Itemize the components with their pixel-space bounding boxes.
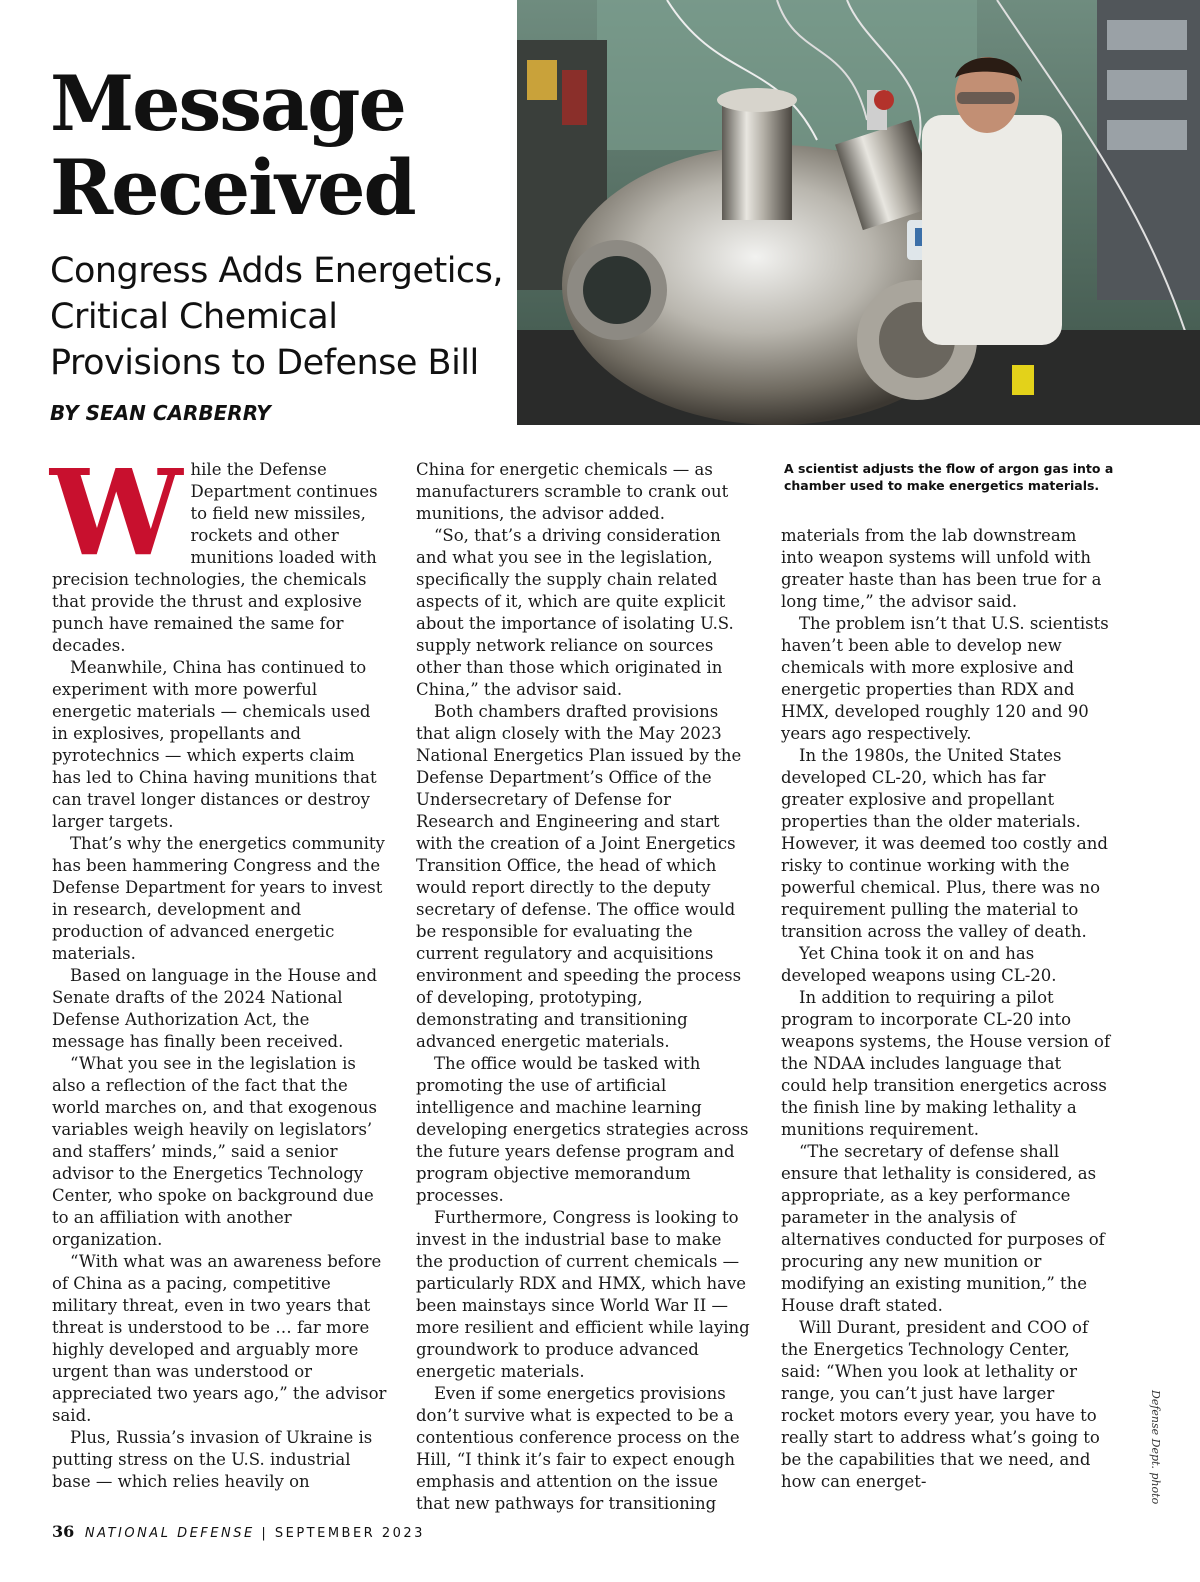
paragraph: materials from the lab downstream into weapon systems will unfold with greater haste than has been true for a long time,” the advisor said. <box>781 526 1102 611</box>
subheadline <box>50 248 510 436</box>
lab-photo <box>517 0 1200 425</box>
article-column-2 <box>416 459 751 1515</box>
paragraph: Furthermore, Congress is looking to invest in the industrial base to make the production of current chemicals — particularly RDX and HMX, which have been mainstays since World War II — more resilient and efficient while laying groundwork to produce advanced energetic materials. <box>416 1208 750 1381</box>
paragraph: Plus, Russia’s invasion of Ukraine is putting stress on the U.S. industrial base — which relies heavily on <box>52 1428 373 1491</box>
article-column-3 <box>781 525 1111 1493</box>
paragraph: That’s why the energetics community has been hammering Congress and the Defense Department for years to invest in research, development and production of advanced energetic materials. <box>52 834 385 963</box>
article-column-1 <box>50 443 387 1493</box>
paragraph: Both chambers drafted provisions that align closely with the May 2023 National Energetics Plan issued by the Defense Department’s Office of the Undersecretary of Defense for Research and Engineering and start with the creation of a Joint Energetics Transition Office, the head of which would report directly to the deputy secretary of defense. The office would be responsible for evaluating the current regulatory and acquisitions environment and speeding the process of developing, prototyping, demonstrating and transitioning advanced energetic materials. <box>416 702 742 1051</box>
byline: BY SEAN CARBERRY <box>50 401 271 425</box>
footer-separator: | <box>261 1526 269 1541</box>
magazine-name: NATIONAL DEFENSE <box>84 1526 255 1541</box>
paragraph: The problem isn’t that U.S. scientists haven’t been able to develop new chemicals with more explosive and energetic properties than RDX and HMX, developed roughly 120 and 90 years ago respectively. <box>781 614 1109 743</box>
paragraph-text: hile the Defense Department continues to field new missiles, rockets and other munitions loaded with precision technologies, the chemicals that provide the thrust and explosive punch have remained the same for decades. <box>52 460 378 655</box>
page-number: 36 <box>52 1522 75 1541</box>
paragraph: Will Durant, president and COO of the Energetics Technology Center, said: “When you look at lethality or range, you can’t just have larger rocket motors every year, you have to really start to address what’s going to be the capabilities that we need, and how can energet- <box>781 1318 1100 1491</box>
lab-photo-illustration <box>517 0 1200 425</box>
headline <box>50 59 520 232</box>
subhead-text: Congress Adds Energetics, Critical Chemical Provisions to Defense Bill <box>50 251 504 383</box>
paragraph: “What you see in the legislation is also a reflection of the fact that the world marches on, and that exogenous variables weigh heavily on legislators’ and staffers’ minds,” said a senior advisor to the Energetics Technology Center, who spoke on background due to an affiliation with another organization. <box>52 1054 378 1249</box>
drop-cap: W <box>50 443 183 582</box>
paragraph: In addition to requiring a pilot program to incorporate CL-20 into weapons systems, the House version of the NDAA includes language that could help transition energetics across the finish line by making lethality a munitions requirement. <box>781 988 1111 1139</box>
paragraph: Yet China took it on and has developed weapons using CL-20. <box>781 944 1057 985</box>
headline-line-1: Message <box>50 59 405 148</box>
issue-date: SEPTEMBER 2023 <box>274 1526 425 1541</box>
paragraph: Even if some energetics provisions don’t survive what is expected to be a contentious conference process on the Hill, “I think it’s fair to expect enough emphasis and attention on the issue that new pathways for transitioning <box>416 1384 740 1513</box>
paragraph: In the 1980s, the United States developed CL-20, which has far greater explosive and propellant properties than the older materials. However, it was deemed too costly and risky to continue working with the powerful chemical. Plus, there was no requirement pulling the material to transition across the valley of death. <box>781 746 1108 941</box>
paragraph: The office would be tasked with promoting the use of artificial intelligence and machine learning developing energetics strategies across the future years defense program and program objective memorandum processes. <box>416 1054 749 1205</box>
paragraph <box>50 443 387 657</box>
photo-caption: A scientist adjusts the flow of argon gas into a chamber used to make energetics materials. <box>784 461 1114 493</box>
paragraph: China for energetic chemicals — as manufacturers scramble to crank out munitions, the advisor added. <box>416 460 729 523</box>
page-footer <box>52 1522 425 1541</box>
paragraph: “With what was an awareness before of China as a pacing, competitive military threat, even in two years that threat is understood to be … far more highly developed and arguably more urgent than was understood or appreciated two years ago,” the advisor said. <box>52 1252 387 1425</box>
paragraph: “So, that’s a driving consideration and what you see in the legislation, specifically the supply chain related aspects of it, which are quite explicit about the importance of isolating U.S. supply network reliance on sources other than those which originated in China,” the advisor said. <box>416 526 734 699</box>
headline-line-2: Received <box>50 143 415 232</box>
photo-credit: Defense Dept. photo <box>1149 1390 1162 1505</box>
paragraph: Based on language in the House and Senate drafts of the 2024 National Defense Authorization Act, the message has finally been received. <box>52 966 378 1051</box>
paragraph: Meanwhile, China has continued to experiment with more powerful energetic materials — chemicals used in explosives, propellants and pyrotechnics — which experts claim has led to China having munitions that can travel longer distances or destroy larger targets. <box>52 658 377 831</box>
paragraph: “The secretary of defense shall ensure that lethality is considered, as appropriate, as a key performance parameter in the analysis of alternatives conducted for purposes of procuring any new munition or modifying an existing munition,” the House draft stated. <box>781 1142 1105 1315</box>
